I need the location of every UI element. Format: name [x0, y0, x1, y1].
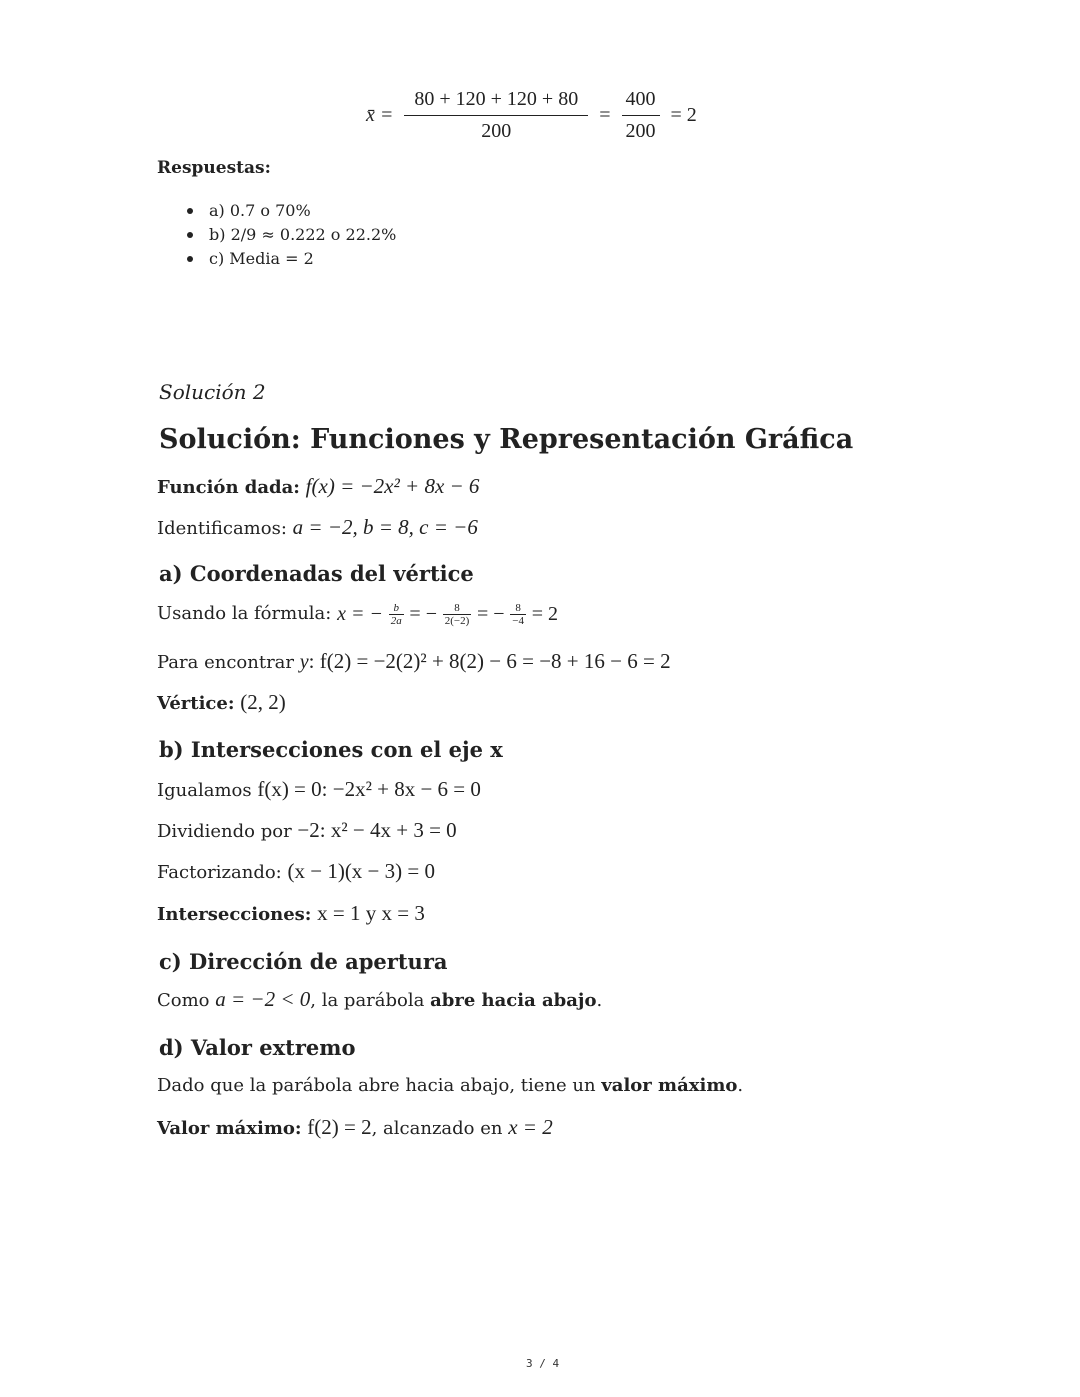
- answers-list: [157, 199, 396, 271]
- vertex-line: [157, 690, 286, 715]
- given-function: [157, 474, 479, 499]
- fraction-2-denominator: 2(−2): [444, 614, 470, 627]
- intersect-line-2-expr: −2: x² − 4x + 3 = 0: [297, 818, 457, 842]
- extreme-line-1-bold: valor máximo: [601, 1075, 738, 1096]
- mean-numerator-1: 80 + 120 + 120 + 80: [404, 88, 588, 116]
- intersect-line-3-label: Factorizando:: [157, 862, 282, 883]
- direction-bold: abre hacia abajo: [430, 990, 597, 1011]
- mean-result: = 2: [670, 104, 697, 126]
- section-c-heading: c) Dirección de apertura: [159, 949, 448, 974]
- intersect-line-4-expr: x = 1 y x = 3: [317, 901, 425, 925]
- find-y-var: y: [299, 651, 309, 673]
- direction-end: .: [596, 990, 603, 1011]
- mean-denominator-1: 200: [481, 120, 512, 142]
- intersect-line-4: [157, 901, 425, 926]
- formula-eq-1: = −: [409, 603, 437, 625]
- formula-fraction-3: [510, 602, 526, 627]
- mean-equation: [366, 88, 697, 143]
- fraction-3-denominator: −4: [512, 614, 524, 627]
- vertex-label: Vértice:: [157, 693, 235, 714]
- formula-post: = 2: [531, 603, 559, 625]
- given-expression: f(x) = −2x² + 8x − 6: [305, 474, 480, 498]
- intersect-line-1-label: Igualamos: [157, 780, 252, 801]
- find-y-expression: : f(2) = −2(2)² + 8(2) − 6 = −8 + 16 − 6 = 2: [308, 649, 671, 673]
- fraction-1-numerator: b: [389, 602, 404, 615]
- identify-label: Identificamos:: [157, 518, 287, 539]
- answers-heading: Respuestas:: [157, 158, 271, 178]
- formula-pre: x = −: [337, 603, 383, 625]
- identify-expression: a = −2, b = 8, c = −6: [292, 515, 478, 539]
- extreme-line-1-end: .: [737, 1075, 744, 1096]
- extreme-line-2-label: Valor máximo:: [157, 1118, 302, 1139]
- extreme-line-2-end: x = 2: [508, 1115, 553, 1139]
- intersect-line-1: [157, 777, 481, 802]
- direction-pre: Como: [157, 990, 210, 1011]
- intersect-line-2-label: Dividiendo por: [157, 821, 292, 842]
- intersect-line-2: [157, 818, 457, 843]
- formula-eq-2: = −: [476, 603, 505, 625]
- fraction-1-denominator: 2a: [390, 614, 402, 627]
- extreme-line-1-pre: Dado que la parábola abre hacia abajo, tiene un: [157, 1075, 596, 1096]
- intersect-line-1-expr: f(x) = 0: −2x² + 8x − 6 = 0: [257, 777, 481, 801]
- intersect-line-4-label: Intersecciones:: [157, 904, 312, 925]
- extreme-line-1: [157, 1075, 743, 1096]
- intersect-line-3: [157, 859, 435, 884]
- extreme-line-2-mid: , alcanzado en: [371, 1118, 503, 1139]
- given-label: Función dada:: [157, 477, 300, 498]
- vertex-value: (2, 2): [240, 690, 286, 714]
- vertex-formula-line: [157, 599, 558, 629]
- mean-numerator-2: 400: [622, 88, 660, 116]
- answer-item-c: c) Media = 2: [157, 247, 396, 271]
- section-b-heading: b) Intersecciones con el eje x: [159, 737, 503, 762]
- section-a-heading: a) Coordenadas del vértice: [159, 561, 474, 586]
- fraction-3-numerator: 8: [510, 602, 526, 615]
- find-y-label: Para encontrar: [157, 652, 295, 673]
- mean-fraction-1: [404, 88, 588, 143]
- solution-label: Solución 2: [159, 380, 266, 404]
- find-y-line: [157, 649, 671, 674]
- section-d-heading: d) Valor extremo: [159, 1035, 356, 1060]
- fraction-2-numerator: 8: [443, 602, 472, 615]
- intersect-line-3-expr: (x − 1)(x − 3) = 0: [287, 859, 435, 883]
- page-number: 3 / 4: [526, 1357, 560, 1370]
- formula-fraction-1: [389, 602, 404, 627]
- extreme-line-2-expr: f(2) = 2: [307, 1115, 372, 1139]
- solution-title: Solución: Funciones y Representación Gráfica: [159, 424, 854, 455]
- mean-equals: =: [599, 104, 611, 126]
- direction-expr: a = −2 < 0: [215, 987, 311, 1011]
- extreme-line-2: [157, 1115, 553, 1140]
- formula-fraction-2: [443, 602, 472, 627]
- direction-mid: , la parábola: [310, 990, 425, 1011]
- answer-item-b: b) 2/9 ≈ 0.222 o 22.2%: [157, 223, 396, 247]
- mean-lhs: x̄ =: [366, 104, 394, 126]
- formula-label: Usando la fórmula:: [157, 603, 332, 624]
- mean-denominator-2: 200: [625, 120, 656, 142]
- direction-line: [157, 987, 602, 1012]
- mean-fraction-2: [622, 88, 660, 143]
- answer-item-a: a) 0.7 o 70%: [157, 199, 396, 223]
- identify-line: [157, 515, 478, 540]
